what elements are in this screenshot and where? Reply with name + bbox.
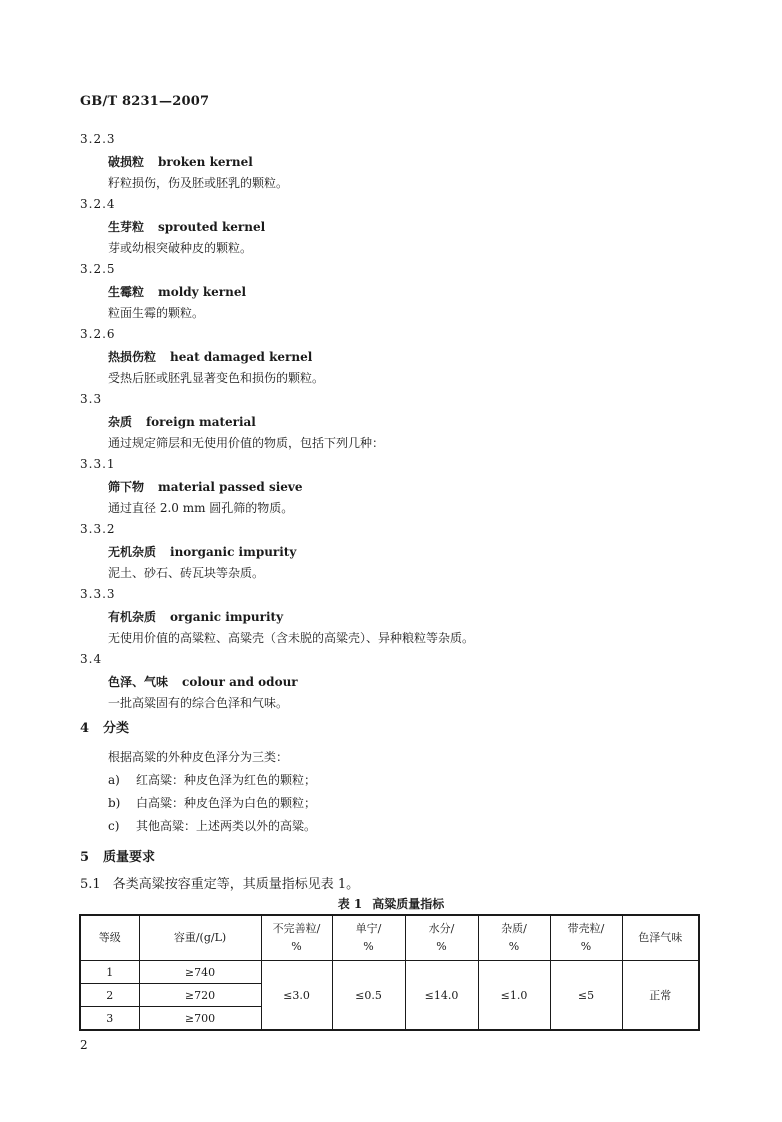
term-entry [80,132,720,191]
term-entry [80,457,720,516]
term-title [108,479,720,495]
term-number: 3.4 [80,652,103,666]
term-en: inorganic impurity [170,545,297,559]
term-definition: 通过规定筛层和无使用价值的物质，包括下列几种： [108,436,385,450]
term-number: 3.2.4 [80,197,116,211]
term-entry [80,587,720,646]
table-title: 高粱质量指标 [372,897,445,911]
term-zh: 破损粒 [108,155,145,169]
term-number: 3.3.1 [80,457,116,471]
term-definition: 籽粒损伤，伤及胚或胚乳的颗粒。 [108,176,289,190]
term-title [108,609,720,625]
page-number: 2 [80,1038,88,1052]
term-zh: 热损伤粒 [108,350,157,364]
list-text: 红高粱：种皮色泽为红色的颗粒； [136,773,317,787]
grade-cell: 1 [80,961,139,984]
term-title [108,284,720,300]
header-density: 容重/(g/L) [139,915,261,961]
term-zh: 杂质 [108,415,133,429]
section-title: 分类 [103,721,130,736]
header-impurity: 杂质/ % [478,915,550,961]
section-number: 4 [80,721,90,736]
term-en: material passed sieve [158,480,303,494]
term-definition: 通过直径 2.0 mm 圆孔筛的物质。 [108,501,294,515]
term-definition: 泥土、砂石、砖瓦块等杂质。 [108,566,265,580]
term-en: foreign material [146,415,256,429]
term-zh: 生霉粒 [108,285,145,299]
section-4-heading [80,717,129,736]
header-hulled: 带壳粒/ % [550,915,622,961]
term-en: broken kernel [158,155,253,169]
list-item [108,771,316,788]
term-definition: 粒面生霉的颗粒。 [108,306,205,320]
term-zh: 色泽、气味 [108,675,169,689]
term-number: 3.2.3 [80,132,116,146]
list-marker: b) [108,796,121,810]
density-cell: ≥720 [139,984,261,1007]
term-number: 3.3.2 [80,522,116,536]
quality-table [79,914,700,1031]
document-header: GB/T 8231—2007 [80,94,210,109]
list-marker: c) [108,819,120,833]
term-entry [80,652,720,711]
grade-cell: 2 [80,984,139,1007]
term-title [108,219,720,235]
density-cell: ≥740 [139,961,261,984]
term-title [108,154,720,170]
moisture-cell: ≤14.0 [405,961,478,1031]
term-definition: 受热后胚或胚乳显著变色和损伤的颗粒。 [108,371,325,385]
header-tannin: 单宁/ % [332,915,405,961]
term-number: 3.3.3 [80,587,116,601]
clause-number: 5.1 [80,877,101,892]
clause-text: 各类高粱按容重定等，其质量指标见表 1。 [112,877,360,892]
term-definition: 芽或幼根突破种皮的颗粒。 [108,241,253,255]
term-title [108,349,720,365]
term-title [108,544,720,560]
term-entry [80,327,720,386]
term-zh: 有机杂质 [108,610,157,624]
list-item [108,794,316,811]
term-entry [80,522,720,581]
term-entry [80,262,720,321]
term-en: colour and odour [182,675,298,689]
list-text: 其他高粱：上述两类以外的高粱。 [136,819,317,833]
term-zh: 筛下物 [108,480,145,494]
term-title [108,674,720,690]
term-number: 3.3 [80,392,103,406]
term-en: organic impurity [170,610,284,624]
term-number: 3.2.5 [80,262,116,276]
term-en: heat damaged kernel [170,350,313,364]
section-title: 质量要求 [103,850,156,865]
impurity-cell: ≤1.0 [478,961,550,1031]
term-zh: 无机杂质 [108,545,157,559]
term-number: 3.2.6 [80,327,116,341]
clause-5-1 [80,873,359,892]
term-definition: 一批高粱固有的综合色泽和气味。 [108,696,289,710]
section-number: 5 [80,850,90,865]
table-caption [0,895,782,912]
term-definition: 无使用价值的高粱粒、高粱壳（含未脱的高粱壳）、异种粮粒等杂质。 [108,631,475,645]
table-row [80,961,699,984]
section-5-heading [80,846,155,865]
header-moisture: 水分/ % [405,915,478,961]
header-grade: 等级 [80,915,139,961]
term-en: moldy kernel [158,285,247,299]
term-entry [80,197,720,256]
term-title [108,414,720,430]
table-label: 表 1 [337,897,363,911]
term-zh: 生芽粒 [108,220,145,234]
terms-list [80,132,720,717]
hulled-cell: ≤5 [550,961,622,1031]
term-en: sprouted kernel [158,220,266,234]
section-4-intro: 根据高粱的外种皮色泽分为三类： [108,750,289,764]
density-cell: ≥700 [139,1007,261,1031]
list-item [108,817,316,834]
grade-cell: 3 [80,1007,139,1031]
color-odour-cell: 正常 [622,961,699,1031]
tannin-cell: ≤0.5 [332,961,405,1031]
imperfect-cell: ≤3.0 [261,961,332,1031]
term-entry [80,392,720,451]
list-marker: a) [108,773,120,787]
header-imperfect: 不完善粒/ % [261,915,332,961]
table-header-row [80,915,699,961]
header-color-odour: 色泽气味 [622,915,699,961]
list-text: 白高粱：种皮色泽为白色的颗粒； [136,796,317,810]
